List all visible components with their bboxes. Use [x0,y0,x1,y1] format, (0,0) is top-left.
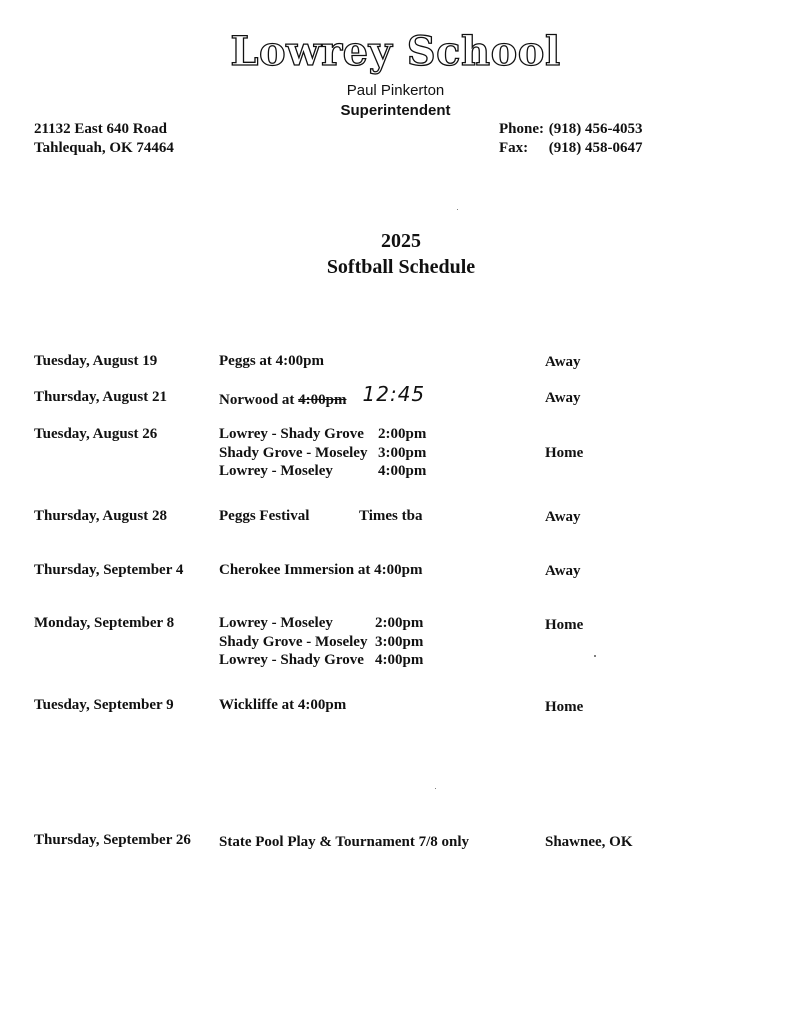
game-date: Tuesday, August 26 [34,426,158,442]
game-description: Peggs at 4:00pm [219,353,324,369]
match-time: 2:00pm [378,426,427,442]
game-date: Thursday, September 26 [34,832,191,848]
game-date: Tuesday, September 9 [34,697,174,713]
address-line-1: 21132 East 640 Road [34,121,167,137]
phone-row [499,120,643,139]
game-location: Home [545,617,584,633]
handwritten-time: 12:45 [362,382,426,406]
match-teams: Lowrey - Shady Grove [219,426,364,442]
document-title: Softball Schedule [326,256,476,278]
game-location: Away [545,390,581,406]
match-time: 4:00pm [378,463,427,479]
game-date: Thursday, August 28 [34,508,167,524]
game-location: Away [545,563,581,579]
superintendent-title: Superintendent [340,102,451,119]
match-line [219,651,423,670]
game-description [219,425,426,481]
game-description: State Pool Play & Tournament 7/8 only [219,834,470,850]
game-location: Home [545,699,584,715]
game-date: Thursday, September 4 [34,562,184,578]
scan-speck [435,788,436,789]
school-address [34,120,174,158]
phone-number: (918) 456-4053 [548,121,643,137]
match-time: 2:00pm [375,615,424,631]
match-line [219,614,423,633]
match-time: 3:00pm [378,444,427,461]
school-contact [499,120,643,158]
game-date: Monday, September 8 [34,615,175,631]
game-description [219,614,423,670]
game-text: Peggs Festival [219,508,310,524]
match-teams: Lowrey - Shady Grove [219,652,364,668]
match-time: 4:00pm [375,652,424,668]
match-line [219,633,423,652]
match-time: 3:00pm [375,633,424,650]
game-text: Norwood at [219,392,299,408]
match-line [219,444,426,463]
superintendent-name: Paul Pinkerton [346,82,445,99]
scan-speck [594,655,596,657]
game-location: Shawnee, OK [545,834,633,850]
schedule-year: 2025 [381,230,421,252]
address-line-2: Tahlequah, OK 74464 [34,140,174,156]
scan-speck [457,209,458,210]
game-date: Thursday, August 21 [34,389,167,405]
match-teams: Lowrey - Moseley [219,615,333,631]
game-description: Cherokee Immersion at 4:00pm [219,562,423,578]
fax-row [499,139,643,158]
match-line [219,425,426,444]
game-location: Away [545,509,581,525]
school-name: Lowrey School [230,28,561,75]
fax-number: (918) 458-0647 [548,140,643,156]
game-description: Wickliffe at 4:00pm [219,697,347,713]
match-teams: Shady Grove - Moseley [219,444,368,461]
match-line [219,462,426,481]
match-teams: Shady Grove - Moseley [219,633,368,650]
fax-label: Fax: [499,140,529,156]
game-description [219,382,426,410]
phone-label: Phone: [499,121,544,137]
game-description [219,507,422,526]
struck-time: 4:00pm [298,392,347,408]
game-date: Tuesday, August 19 [34,353,158,369]
match-teams: Lowrey - Moseley [219,463,333,479]
game-location: Home [545,445,584,461]
game-location: Away [545,354,581,370]
game-note: Times tba [359,508,423,524]
